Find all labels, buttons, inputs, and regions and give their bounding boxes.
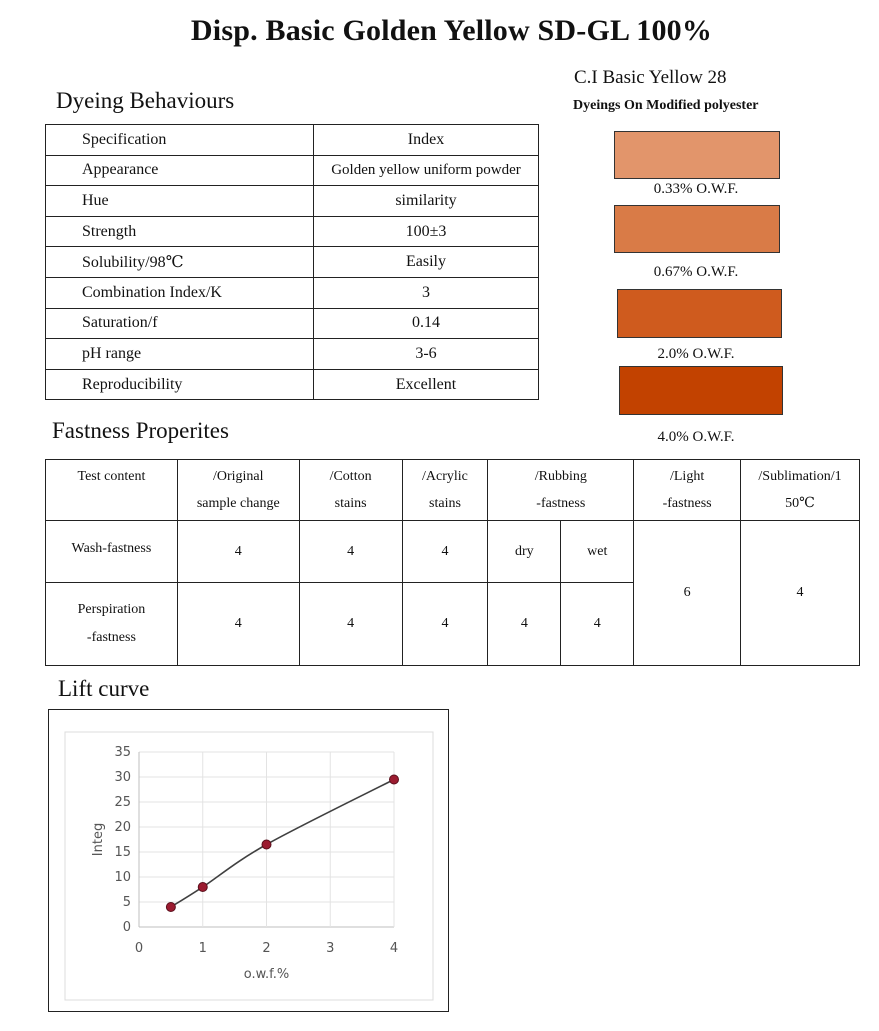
- x-tick-label: 2: [262, 941, 271, 956]
- table-row: [46, 186, 539, 217]
- lift-chart-svg: [49, 710, 448, 1011]
- swatch-label: 4.0% O.W.F.: [657, 429, 735, 445]
- header-cotton: /Cotton stains: [299, 460, 402, 521]
- swatch-label: 0.67% O.W.F.: [653, 264, 739, 280]
- header-light: /Light -fastness: [634, 460, 741, 521]
- table-row: [46, 216, 539, 247]
- x-tick-label: 4: [389, 941, 399, 956]
- table-row: [46, 125, 539, 156]
- perspiration-acrylic: 4: [402, 583, 488, 666]
- perspiration-label: Perspiration -fastness: [46, 583, 178, 666]
- table-row: [46, 277, 539, 308]
- table-row: [46, 247, 539, 278]
- swatch-label: 2.0% O.W.F.: [657, 346, 735, 362]
- swatch-title: C.I Basic Yellow 28: [574, 67, 727, 88]
- header-rubbing: /Rubbing -fastness: [488, 460, 634, 521]
- table-row: [46, 460, 860, 521]
- y-tick-label: 30: [114, 770, 131, 785]
- wash-label: Wash-fastness: [46, 521, 178, 583]
- wash-original: 4: [177, 521, 299, 583]
- x-axis-title: o.w.f.%: [243, 967, 290, 982]
- rubbing-dry-label: dry: [488, 521, 561, 583]
- table-row: [46, 308, 539, 339]
- table-row: [46, 155, 539, 186]
- dyeing-label: pH range: [46, 339, 314, 370]
- dyeing-value: Easily: [314, 247, 539, 278]
- data-point: [262, 840, 271, 849]
- swatch-0-67: [614, 205, 780, 253]
- dyeing-value: Index: [314, 125, 539, 156]
- y-tick-label: 5: [122, 895, 131, 910]
- dyeing-value: 3-6: [314, 339, 539, 370]
- swatch-0-33: [614, 131, 780, 179]
- dyeing-table: [45, 124, 539, 400]
- dyeing-label: Specification: [46, 125, 314, 156]
- light-value: 6: [634, 521, 741, 666]
- dyeing-label: Appearance: [46, 155, 314, 186]
- rubbing-wet-label: wet: [561, 521, 634, 583]
- dyeing-value: 0.14: [314, 308, 539, 339]
- fastness-table: [45, 459, 860, 666]
- header-sublimation: /Sublimation/1 50℃: [741, 460, 860, 521]
- dyeing-value: 3: [314, 277, 539, 308]
- table-row: [46, 369, 539, 400]
- dyeing-label: Reproducibility: [46, 369, 314, 400]
- y-tick-label: 15: [114, 845, 131, 860]
- x-tick-label: 1: [198, 941, 207, 956]
- perspiration-dry: 4: [488, 583, 561, 666]
- swatch-4-0: [619, 366, 783, 415]
- y-tick-label: 25: [114, 795, 131, 810]
- y-tick-label: 0: [122, 920, 131, 935]
- x-tick-label: 0: [134, 941, 144, 956]
- y-tick-label: 35: [114, 745, 131, 760]
- x-tick-label: 3: [326, 941, 335, 956]
- header-test-content: Test content: [46, 460, 178, 521]
- perspiration-cotton: 4: [299, 583, 402, 666]
- swatch-subtitle: Dyeings On Modified polyester: [573, 98, 759, 113]
- page-title: Disp. Basic Golden Yellow SD-GL 100%: [190, 14, 713, 47]
- y-tick-label: 10: [114, 870, 131, 885]
- lift-heading: Lift curve: [58, 676, 150, 701]
- sublimation-value: 4: [741, 521, 860, 666]
- data-point: [390, 775, 399, 784]
- lift-chart: [48, 709, 449, 1012]
- dyeing-value: Excellent: [314, 369, 539, 400]
- dyeing-label: Solubility/98℃: [46, 247, 314, 278]
- dyeing-value: similarity: [314, 186, 539, 217]
- data-point: [198, 883, 207, 892]
- dyeing-label: Combination Index/K: [46, 277, 314, 308]
- swatch-2-0: [617, 289, 782, 338]
- wash-acrylic: 4: [402, 521, 488, 583]
- header-original: /Original sample change: [177, 460, 299, 521]
- table-row: [46, 521, 860, 583]
- swatch-label: 0.33% O.W.F.: [653, 181, 739, 197]
- dyeing-value: 100±3: [314, 216, 539, 247]
- wash-cotton: 4: [299, 521, 402, 583]
- dyeing-label: Strength: [46, 216, 314, 247]
- dyeing-heading: Dyeing Behaviours: [56, 88, 235, 113]
- header-acrylic: /Acrylic stains: [402, 460, 488, 521]
- perspiration-original: 4: [177, 583, 299, 666]
- y-tick-label: 20: [114, 820, 131, 835]
- fastness-heading: Fastness Properites: [52, 418, 229, 443]
- dyeing-value: Golden yellow uniform powder: [314, 155, 539, 186]
- table-row: [46, 339, 539, 370]
- data-point: [166, 903, 175, 912]
- dyeing-label: Saturation/f: [46, 308, 314, 339]
- dyeing-label: Hue: [46, 186, 314, 217]
- y-axis-title: Integ: [91, 822, 106, 857]
- perspiration-wet: 4: [561, 583, 634, 666]
